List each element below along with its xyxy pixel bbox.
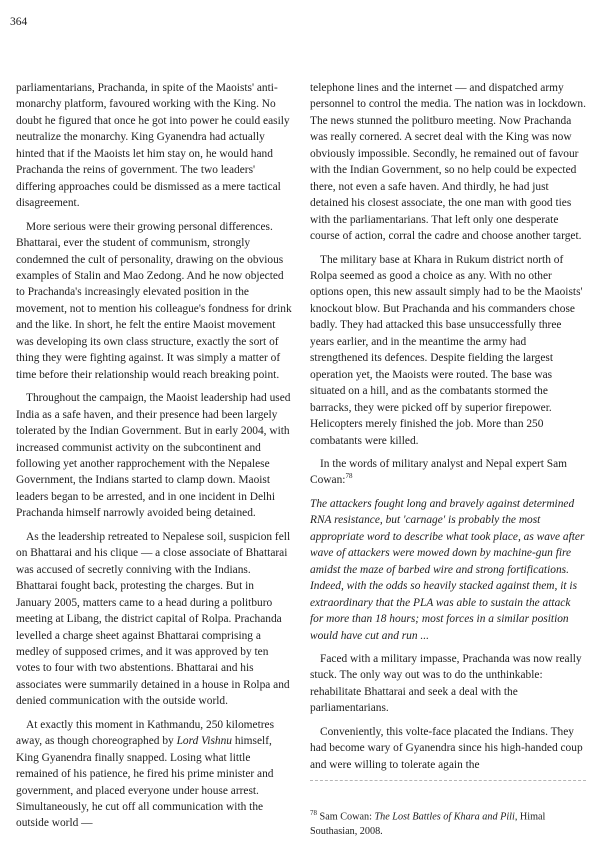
right-text-column (310, 80, 586, 780)
text-run: himself, King Gyanendra finally snapped. Losing what little remained of his patience, he fired his prime minister and government, and placed everyone under house arrest. Simultaneously, he cut off all communication with the outside world — (16, 735, 274, 830)
emphasis-text: Lord Vishnu (176, 735, 232, 748)
footnote-author: Sam Cowan: (319, 811, 375, 823)
footnote-source: , Himal Southasian, 2008. (310, 811, 546, 838)
text-run: In the words of military analyst and Nepal expert Sam Cowan: (310, 457, 568, 487)
paragraph: Conveniently, this volte-face placated the Indians. They had become wary of Gyanendra since his high-handed coup and were willing to tolerate again the (310, 725, 583, 771)
paragraph: The military base at Khara in Rukum district north of Rolpa seemed as good a choice as any. With no other options open, this new assault simply had to be the Maoists' knockout blow. But Prachanda and his commanders chose badly. They had attacked this base unsuccessfully three years earlier, and in the meantime the army had strengthened its defences. Despite fielding the largest operation yet, the Maoists were routed. The base was situated on a hill, and as the combatants stormed the barracks, they were picked off by superior firepower. Helicopters merely finished the job. More than 250 combatants were killed. (310, 253, 583, 447)
footnote-marker: 78 (310, 809, 317, 817)
paragraph: As the leadership retreated to Nepalese soil, suspicion fell on Bhattarai and his clique — a close associate of Bhattarai was accused of secretly conniving with the Indians. Bhattarai fought back, protesting the charges. But in January 2005, matters came to a head during a politburo meeting at Libang, the district capital of Rolpa. Prachanda levelled a charge sheet against Bhattarai comprising a medley of supposed crimes, and it was approved by ten votes to four with two abstentions. Bhattarai and his associates were summarily detained in a house in Rolpa and denied communication with the outside world. (16, 530, 291, 708)
paragraph: telephone lines and the internet — and dispatched army personnel to control the media. The nation was in lockdown. The news stunned the politburo meeting. Now Prachanda was really cornered. A secret deal with the King was now obviously impossible. Secondly, he remained out of favour with the Indian Government, so no help could be expected there, not even a safe haven. And thirdly, he had just detained his closest associate, the one man with good ties with the parliamentarians. That left only one desperate course of action, corral the cadre and choose another target. (310, 82, 586, 243)
footnote-divider (310, 780, 586, 781)
paragraph (16, 717, 292, 832)
footnote-title: The Lost Battles of Khara and Pili (374, 811, 515, 823)
block-quote: The attackers fought long and bravely against determined RNA resistance, but 'carnage' is probably the most appropriate word to describe what took place, as wave after wave of attackers were mowed down by machine-gun fire amidst the maze of barbed wire and strong fortifications. Indeed, with the odds so heavily stacked against them, it is extraordinary that the PLA was able to sustain the attack for more than 18 hours; most forces in a similar position would have cut and run ... (310, 497, 585, 642)
page-number: 364 (10, 16, 28, 28)
paragraph: Faced with a military impasse, Prachanda was now really stuck. The only way out was to do the unthinkable: rehabilitate Bhattarai and seek a deal with the parliamentarians. (310, 652, 582, 715)
left-text-column (16, 80, 292, 839)
text-run: At exactly this moment in Kathmandu, 250 kilometres away, as though choreographed by (16, 718, 275, 748)
paragraph (310, 456, 586, 489)
paragraph: More serious were their growing personal differences. Bhattarai, ever the student of communism, strongly condemned the cult of personality, drawing on the obvious examples of Stalin and Mao Zedong. And he now objected to Prachanda's increasingly elevated position in the movement, not to mention his colleague's fondness for drink and the like. In short, he felt the entire Maoist movement was developing its own class structure, exactly the sort of thing they were fighting against. It was simply a matter of time before their relationship would reach breaking point. (16, 220, 292, 381)
footnote-reference[interactable]: 78 (345, 472, 353, 481)
paragraph: Throughout the campaign, the Maoist leadership had used India as a safe haven, and their presence had been largely tolerated by the Indian Government. But in early 2004, with increased communist activity on the subcontinent and following yet another rapprochement with the Nepalese Government, the Indians started to clamp down. Maoist leaders began to be arrested, and in one incident in Delhi Prachanda himself narrowly avoided being detained. (16, 392, 291, 520)
footnote (310, 806, 586, 839)
paragraph: parliamentarians, Prachanda, in spite of the Maoists' anti-monarchy platform, favoured working with the King. No doubt he figured that once he got into power he could easily neutralize the monarchy. King Gyanendra had actually hinted that if the Maoists let him stay on, he would hand Prachanda the reins of government. The two leaders' differing approaches could be dismissed as a mere tactical disagreement. (16, 82, 290, 210)
